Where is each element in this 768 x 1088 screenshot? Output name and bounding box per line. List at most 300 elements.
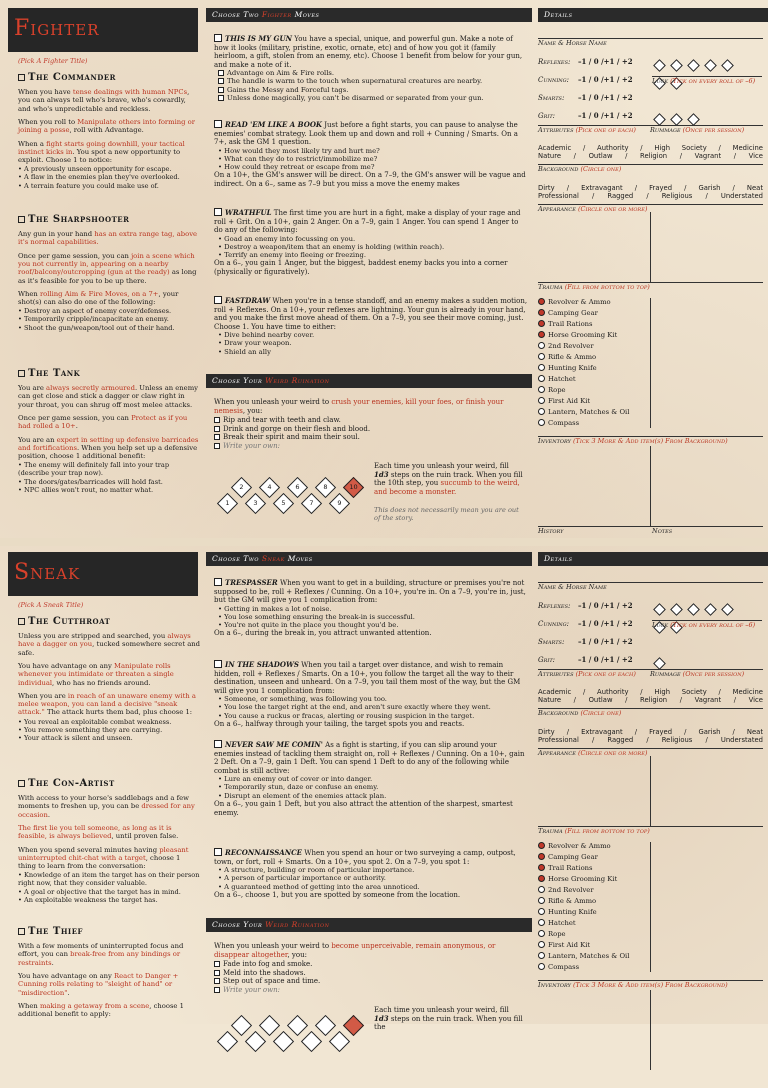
inventory-item[interactable]: Lantern, Matches & Oil [538, 408, 629, 419]
stat-row [538, 619, 633, 629]
fighter-details-column [538, 0, 768, 544]
details-rule [538, 526, 763, 527]
stat-label: Smarts: [538, 94, 565, 102]
tag: / [566, 184, 569, 192]
inventory-checkbox[interactable] [538, 963, 545, 970]
ruin-step[interactable] [273, 493, 294, 514]
inventory-checkbox[interactable] [538, 864, 545, 871]
tag[interactable]: Extravagant [581, 728, 623, 736]
tag[interactable]: Garish [698, 728, 721, 736]
title-text: When you roll to Manipulate others into forming or joining a posse, roll with Advantage. [18, 118, 196, 135]
tag-row [538, 688, 763, 696]
tag[interactable]: Religion [640, 696, 668, 705]
tag: / [684, 184, 687, 192]
ruin-checkbox[interactable] [214, 417, 220, 423]
inventory-checkbox[interactable] [538, 886, 545, 893]
title-option-heading [18, 72, 200, 84]
ruin-step[interactable] [315, 1015, 336, 1036]
inventory-checkbox[interactable] [538, 353, 545, 360]
sneak-moves-header: Choose Two Sneak Moves [206, 552, 532, 566]
tag[interactable]: Ragged [607, 736, 634, 745]
tag[interactable]: Authority [597, 144, 629, 152]
luck-box[interactable] [670, 113, 683, 126]
move-checkbox[interactable] [214, 848, 222, 856]
title-list-item: • NPC allies won't rout, no matter what. [18, 485, 154, 494]
ruin-checkbox[interactable] [214, 961, 220, 967]
ruin-checkbox[interactable] [214, 987, 220, 993]
tag: / [679, 696, 682, 705]
option-checkbox[interactable] [218, 87, 224, 93]
inventory-item[interactable]: Rope [538, 386, 629, 397]
title-option [18, 214, 200, 332]
title-option [18, 368, 200, 494]
inventory-checkbox[interactable] [538, 364, 545, 371]
tag[interactable]: High [654, 688, 670, 696]
move-list [214, 331, 528, 356]
title-option-heading [18, 926, 200, 938]
tag[interactable]: Academic [538, 688, 572, 696]
tag[interactable]: Religious [661, 192, 693, 201]
ruin-step[interactable] [217, 493, 238, 514]
tag: / [640, 688, 643, 696]
inventory-checkbox[interactable] [538, 309, 545, 316]
sneak-ruin-track [214, 1014, 364, 1054]
tag[interactable]: Outlaw [588, 152, 613, 161]
inventory-item[interactable]: Camping Gear [538, 853, 629, 864]
tag[interactable]: Understated [720, 736, 763, 745]
inventory-checkbox[interactable] [538, 897, 545, 904]
inventory-item[interactable]: Revolver & Ammo [538, 842, 629, 853]
ruin-step[interactable] [231, 477, 252, 498]
tag[interactable]: Vice [748, 696, 763, 705]
inventory-list [538, 298, 629, 430]
inventory-item[interactable]: Hunting Knife [538, 364, 629, 375]
move-checkbox[interactable] [214, 296, 222, 304]
tag: / [684, 728, 687, 736]
tag[interactable]: Nature [538, 152, 562, 161]
history-label: History [538, 527, 564, 535]
title-option-list [18, 718, 200, 742]
stat-row [538, 655, 633, 665]
move-list-item: • Destroy a weapon/item that an enemy is holding (within reach). [218, 242, 445, 251]
title-option [18, 72, 200, 190]
details-label: Name & Horse Name [538, 583, 607, 591]
stat-label: Smarts: [538, 638, 565, 646]
move-list-item: • Disrupt an element of the enemies attack plan. [218, 791, 387, 800]
title-text: When making a getaway from a scene, choose 1 additional benefit to apply: [18, 1001, 184, 1019]
inventory-checkbox[interactable] [538, 331, 545, 338]
sneak-title: Sneak [8, 552, 198, 596]
option-checkbox[interactable] [218, 78, 224, 84]
title-option [18, 778, 200, 904]
move-name: TRESPASSER [225, 578, 278, 587]
inventory-item[interactable]: Hatchet [538, 375, 629, 386]
inventory-checkbox[interactable] [538, 375, 545, 382]
luck-box[interactable] [653, 657, 666, 670]
ruin-step-number: 10 [349, 483, 358, 491]
inventory-item[interactable]: Compass [538, 419, 629, 430]
tag[interactable]: Extravagant [581, 184, 623, 192]
stat-row [538, 637, 633, 647]
tag[interactable]: Religious [661, 736, 693, 745]
ruin-option: Fade into fog and smoke. [214, 960, 528, 969]
tag: / [640, 144, 643, 152]
ruin-step[interactable] [343, 477, 364, 498]
title-name: The Commander [28, 72, 116, 83]
ruin-step[interactable] [231, 1015, 252, 1036]
title-list-item: • A flaw in the enemies plan they've overlooked. [18, 173, 180, 182]
title-checkbox[interactable] [18, 928, 25, 935]
fighter-ruin-header: Choose Your Weird Ruination [206, 374, 532, 388]
luck-box[interactable] [670, 603, 683, 616]
title-option-list [18, 165, 200, 189]
tag[interactable]: Medicine [732, 688, 763, 696]
fighter-ruin-track [214, 476, 364, 516]
move-list [214, 605, 528, 630]
tag: / [573, 696, 576, 705]
attributes-tags [538, 688, 763, 705]
move-checkbox[interactable] [214, 740, 222, 748]
inventory-list [538, 842, 629, 974]
inventory-item[interactable]: First Aid Kit [538, 941, 629, 952]
move-list [214, 69, 528, 102]
move-outcome: On a 6–, you gain 1 Anger, but the biggest, baddest enemy backs you into a corner (physically or figuratively). [214, 259, 508, 276]
title-checkbox[interactable] [18, 618, 25, 625]
move-option [214, 34, 528, 102]
tag-row [538, 696, 763, 704]
stat-label: Reflexes: [538, 602, 571, 610]
tag[interactable]: Neat [746, 728, 763, 736]
tag[interactable]: Society [681, 688, 707, 696]
luck-box[interactable] [653, 603, 666, 616]
ruin-checkbox[interactable] [214, 434, 220, 440]
luck-box[interactable] [721, 59, 734, 72]
inventory-checkbox[interactable] [538, 930, 545, 937]
ruin-step[interactable] [343, 1015, 364, 1036]
tag[interactable]: Vice [748, 152, 763, 161]
ruin-step[interactable] [287, 477, 308, 498]
ruin-step[interactable] [287, 1015, 308, 1036]
luck-box[interactable] [704, 59, 717, 72]
ruin-option: Write your own: [214, 442, 528, 451]
title-checkbox[interactable] [18, 780, 25, 787]
inventory-item[interactable]: 2nd Revolver [538, 342, 629, 353]
title-option [18, 616, 200, 742]
tag[interactable]: Garish [698, 184, 721, 192]
luck-box[interactable] [653, 113, 666, 126]
stat-row [538, 111, 633, 121]
move-checkbox[interactable] [214, 578, 222, 586]
move-text: RECONNAISSANCE When you spend an hour or two surveying a camp, outpost, town, or fort, roll + Smarts. On a 10+, you spot 2. On a 7–9, you spot 1: [214, 848, 516, 866]
rummage-label: Rummage (Once per session) [650, 126, 745, 134]
move-text: IN THE SHADOWS When you tail a target over distance, and wish to remain hidden, roll + Reflexes / Smarts. On a 10+, you follow the target all the way to their destination, unseen and unheard. On a 7–9, you tail them most of the way, but the GM will give you 1 complication from: [214, 660, 521, 695]
tag[interactable]: Dirty [538, 184, 555, 192]
luck-box[interactable] [704, 603, 717, 616]
title-text: The first lie you tell someone, as long as it is feasible, is always believed, until proven false. [18, 824, 179, 841]
move-list-item: • Goad an enemy into focussing on you. [218, 234, 356, 243]
luck-box[interactable] [687, 113, 700, 126]
stat-row [538, 93, 633, 103]
sneak-sheet [0, 544, 768, 1088]
inventory-item[interactable]: Trail Rations [538, 320, 629, 331]
tag: / [591, 736, 595, 745]
title-text: You have advantage on any Manipulate rolls whenever you intimidate or threaten a single individual, who has no friends around. [18, 662, 174, 687]
ruin-step[interactable] [315, 477, 336, 498]
move-list-item: • Terrify an enemy into fleeing or freezing. [218, 251, 366, 260]
tag[interactable]: Vagrant [694, 152, 722, 161]
move-list-item: • You're not quite in the place you thought you'd be. [218, 621, 399, 630]
title-list-item: • Destroy an aspect of enemy cover/defenses. [18, 307, 172, 316]
move-checkbox[interactable] [214, 660, 222, 668]
title-text: You are an expert in setting up defensive barricades and fortifications. When you help set up a defensive position, choose 1 additional benefit: [18, 435, 199, 461]
ruin-step[interactable] [329, 1031, 350, 1052]
inventory-checkbox[interactable] [538, 919, 545, 926]
ruin-step[interactable] [273, 1031, 294, 1052]
tag[interactable]: Nature [538, 696, 562, 705]
tag[interactable]: Society [681, 144, 707, 152]
stat-row [538, 75, 633, 85]
move-outcome: On a 10+, the GM's answer will be direct. On a 7–9, the GM's answer will be vague and indirect. On a 6–, same as 7–9 but you miss a move the enemy makes [214, 171, 526, 188]
move-text: FASTDRAW When you're in a tense standoff, and an enemy makes a sudden motion, roll + Reflexes. On a 10+, your reflexes are lightning. Your gun is already in your hand, and you make the first move ahead of them. On a 7–9, you see their move coming, just. Choose 1. You have time to either: [214, 296, 528, 331]
ruin-checkbox[interactable] [214, 970, 220, 976]
option-checkbox[interactable] [218, 95, 224, 101]
notes-label: Notes [652, 527, 673, 535]
title-name: The Cutthroat [28, 616, 111, 627]
title-name: The Sharpshooter [28, 214, 130, 225]
tag: / [646, 736, 649, 745]
tag[interactable]: Authority [597, 688, 629, 696]
inventory-item[interactable]: Rifle & Ammo [538, 353, 629, 364]
tag[interactable]: Academic [538, 144, 572, 152]
luck-box[interactable] [687, 603, 700, 616]
move-checkbox[interactable] [214, 208, 222, 216]
ruin-step-number: 6 [295, 483, 300, 491]
tag: / [591, 192, 595, 201]
tag[interactable]: Medicine [732, 144, 763, 152]
ruin-option: Rip and tear with teeth and claw. [214, 416, 528, 425]
sneak-details-column [538, 544, 768, 1088]
tag[interactable]: High [654, 144, 670, 152]
ruin-option: Step out of space and time. [214, 977, 528, 986]
stat-values[interactable]: –1 / 0 /+1 / +2 [578, 93, 633, 102]
inventory-item[interactable]: Rifle & Ammo [538, 897, 629, 908]
title-text: Any gun in your hand has an extra range tag, above it's normal capabilities. [18, 230, 198, 247]
title-list-item: • A terrain feature you could make use of. [18, 181, 159, 190]
stat-values[interactable]: –1 / 0 /+1 / +2 [578, 655, 633, 664]
sneak-ruin [214, 942, 528, 994]
title-name: The Con-Artist [28, 778, 115, 789]
stat-values[interactable]: –1 / 0 /+1 / +2 [578, 75, 633, 84]
details-header: Details [538, 552, 768, 566]
inventory-checkbox[interactable] [538, 408, 545, 415]
move-list-item: • You lose something ensuring the break-in is successful. [218, 612, 415, 621]
inventory-item[interactable]: Lantern, Matches & Oil [538, 952, 629, 963]
stat-values[interactable]: –1 / 0 /+1 / +2 [578, 637, 633, 646]
tag[interactable]: Neat [746, 184, 763, 192]
move-name: WRATHFUL [225, 208, 272, 217]
title-checkbox[interactable] [18, 74, 25, 81]
tag-row [538, 728, 763, 736]
ruin-step[interactable] [245, 1031, 266, 1052]
title-list-item: • Your attack is silent and unseen. [18, 733, 133, 742]
ruin-option: Break their spirit and maim their soul. [214, 433, 528, 442]
attributes-label: Attributes (Pick one of each) [538, 126, 636, 134]
title-option [18, 926, 200, 1023]
inventory-checkbox[interactable] [538, 842, 545, 849]
title-checkbox[interactable] [18, 216, 25, 223]
inventory-checkbox[interactable] [538, 853, 545, 860]
move-list [214, 235, 528, 260]
title-list-item: • You reveal an exploitable combat weakness. [18, 717, 172, 726]
ruin-checkbox[interactable] [214, 426, 220, 432]
appearance-label: Appearance (Circle one or more) [538, 749, 648, 757]
title-checkbox[interactable] [18, 370, 25, 377]
inventory-checkbox[interactable] [538, 298, 545, 305]
inventory-item[interactable]: 2nd Revolver [538, 886, 629, 897]
tag: / [566, 728, 569, 736]
inventory-checkbox[interactable] [538, 908, 545, 915]
move-option [214, 660, 528, 729]
tag[interactable]: Outlaw [588, 696, 613, 705]
title-text: When you spend several minutes having pleasant uninterrupted chit-chat with a target, choose 1 thing to learn from the conversation: [18, 845, 189, 871]
luck-box[interactable] [653, 59, 666, 72]
inventory-item[interactable]: Horse Grooming Kit [538, 331, 629, 342]
tag[interactable]: Frayed [649, 184, 673, 192]
tag[interactable]: Professional [538, 736, 579, 745]
ruin-step-number: 4 [267, 483, 272, 491]
luck-label: Luck (Tick on every roll of –6) [652, 76, 762, 86]
move-outcome: On a 6–, you gain 1 Deft, but you also attract the attention of the sharpest, smartest enemy. [214, 799, 513, 817]
tag[interactable]: Understated [720, 192, 763, 201]
ruin-step[interactable] [259, 477, 280, 498]
tag: / [582, 144, 586, 152]
inventory-item[interactable]: Revolver & Ammo [538, 298, 629, 309]
tag: / [705, 192, 708, 201]
tag[interactable]: Dirty [538, 728, 555, 736]
move-text: TRESPASSER When you want to get in a building, structure or premises you're not supposed to be, roll + Reflexes / Cunning. On a 10+, you're in. On a 7–9, you're in, just, but the GM will give you 1 complication from: [214, 578, 526, 605]
stat-values[interactable]: –1 / 0 /+1 / +2 [578, 111, 633, 120]
title-list-item: • You remove something they are carrying. [18, 725, 163, 734]
tag: / [573, 152, 576, 161]
move-checkbox[interactable] [214, 34, 222, 42]
luck-box[interactable] [670, 59, 683, 72]
inventory-item[interactable]: First Aid Kit [538, 397, 629, 408]
move-option [214, 740, 528, 817]
tag[interactable]: Ragged [607, 192, 634, 201]
ruin-step-number: 1 [225, 499, 230, 507]
title-option-list [18, 307, 200, 331]
inventory-checkbox[interactable] [538, 342, 545, 349]
inventory-checkbox[interactable] [538, 386, 545, 393]
title-text: When you are in reach of an unaware enemy with a melee weapon, you can land a decisive "sneak attack." The attack hurts them bad, plus choose 1: [18, 691, 196, 717]
title-text: Once per game session, you can Protect as if you had rolled a 10+. [18, 414, 188, 431]
luck-label: Luck (Tick on every roll of –6) [652, 620, 762, 630]
inventory-checkbox[interactable] [538, 875, 545, 882]
move-checkbox[interactable] [214, 120, 222, 128]
tag: / [732, 728, 735, 736]
stat-values[interactable]: –1 / 0 /+1 / +2 [578, 619, 633, 628]
inventory-item[interactable]: Horse Grooming Kit [538, 875, 629, 886]
tag-row [538, 184, 763, 192]
tag: / [634, 184, 638, 192]
inventory-checkbox[interactable] [538, 419, 545, 426]
title-text: When you have tense dealings with human NPCs, you can always tell who's brave, who's cowardly, and who's unpredictable and reckless. [18, 88, 190, 113]
stat-values[interactable]: –1 / 0 /+1 / +2 [578, 601, 633, 610]
title-option-heading [18, 778, 200, 790]
ruin-step[interactable] [301, 493, 322, 514]
inventory-checkbox[interactable] [538, 397, 545, 404]
move-list-item: • You cause a ruckus or fracas, alerting or rousing suspicion in the target. [218, 711, 475, 720]
luck-box[interactable] [687, 59, 700, 72]
inventory-item[interactable]: Trail Rations [538, 864, 629, 875]
move-option [214, 120, 528, 189]
luck-box[interactable] [721, 603, 734, 616]
tag[interactable]: Frayed [649, 728, 673, 736]
ruin-step[interactable] [301, 1031, 322, 1052]
fighter-moves-column [206, 0, 532, 544]
move-text: NEVER SAW ME COMIN' As a fight is starting, if you can slip around your enemies instead of tackling them straight on, roll + Reflexes / Cunning. On a 10+, gain 2 Deft. On a 7–9, gain 1 Deft. You can spend 1 Deft to do any of the following while combat is still active: [214, 740, 525, 775]
title-text: When rolling Aim & Fire Moves, on a 7+, your shot(s) can also do one of the following: [18, 289, 179, 307]
sneak-ruin-header: Choose Your Weird Ruination [206, 918, 532, 932]
tag-row [538, 192, 763, 200]
trauma-divider [650, 842, 651, 972]
tag: / [705, 736, 708, 745]
tag[interactable]: Religion [640, 152, 668, 161]
stat-values[interactable]: –1 / 0 /+1 / +2 [578, 57, 633, 66]
ruin-step[interactable] [259, 1015, 280, 1036]
inventory-item[interactable]: Compass [538, 963, 629, 974]
inventory-checkbox[interactable] [538, 941, 545, 948]
tag: / [625, 696, 628, 705]
title-text: You have advantage on any React to Danger + Cunning rolls relating to "sleight of hand" or "misdirection". [18, 972, 179, 997]
ruin-checkbox[interactable] [214, 443, 220, 449]
move-list-item: • How could they retreat or escape from me? [218, 163, 375, 172]
title-list-item: • An exploitable weakness the target has. [18, 895, 158, 904]
ruin-checkbox[interactable] [214, 978, 220, 984]
ruin-option: Drink and gorge on their flesh and blood. [214, 425, 528, 434]
inventory-checkbox[interactable] [538, 952, 545, 959]
background-label: Background (Circle one) [538, 709, 622, 717]
move-list-item: • What can they do to restrict/immobilize me? [218, 154, 378, 163]
move-option [214, 578, 528, 638]
ruin-step-number: 7 [309, 499, 314, 507]
inventory-item[interactable]: Rope [538, 930, 629, 941]
background-tags [538, 184, 763, 201]
stat-label: Grit: [538, 656, 556, 664]
stat-label: Cunning: [538, 620, 570, 628]
inventory-item[interactable]: Camping Gear [538, 309, 629, 320]
ruin-option: Write your own: [214, 986, 528, 995]
option-checkbox[interactable] [218, 70, 224, 76]
tag[interactable]: Professional [538, 192, 579, 201]
trauma-label: Trauma (Fill from bottom to top) [538, 283, 650, 291]
sneak-track-text: Each time you unleash your weird, fill 1d3 steps on the ruin track. When you fill the [374, 1006, 523, 1032]
move-list-item: • Draw your weapon. [218, 339, 292, 348]
title-option-heading [18, 214, 200, 226]
inventory-checkbox[interactable] [538, 320, 545, 327]
title-text: With a few moments of uninterrupted focus and effort, you can break-free from any bindings or restraints. [18, 942, 184, 967]
inventory-item[interactable]: Hatchet [538, 919, 629, 930]
tag: / [679, 152, 682, 161]
tag: / [732, 184, 735, 192]
ruin-step[interactable] [217, 1031, 238, 1052]
inventory-item[interactable]: Hunting Knife [538, 908, 629, 919]
ruin-step[interactable] [245, 493, 266, 514]
attributes-tags [538, 144, 763, 161]
tag[interactable]: Vagrant [694, 696, 722, 705]
ruin-step[interactable] [329, 493, 350, 514]
stat-row [538, 601, 633, 611]
